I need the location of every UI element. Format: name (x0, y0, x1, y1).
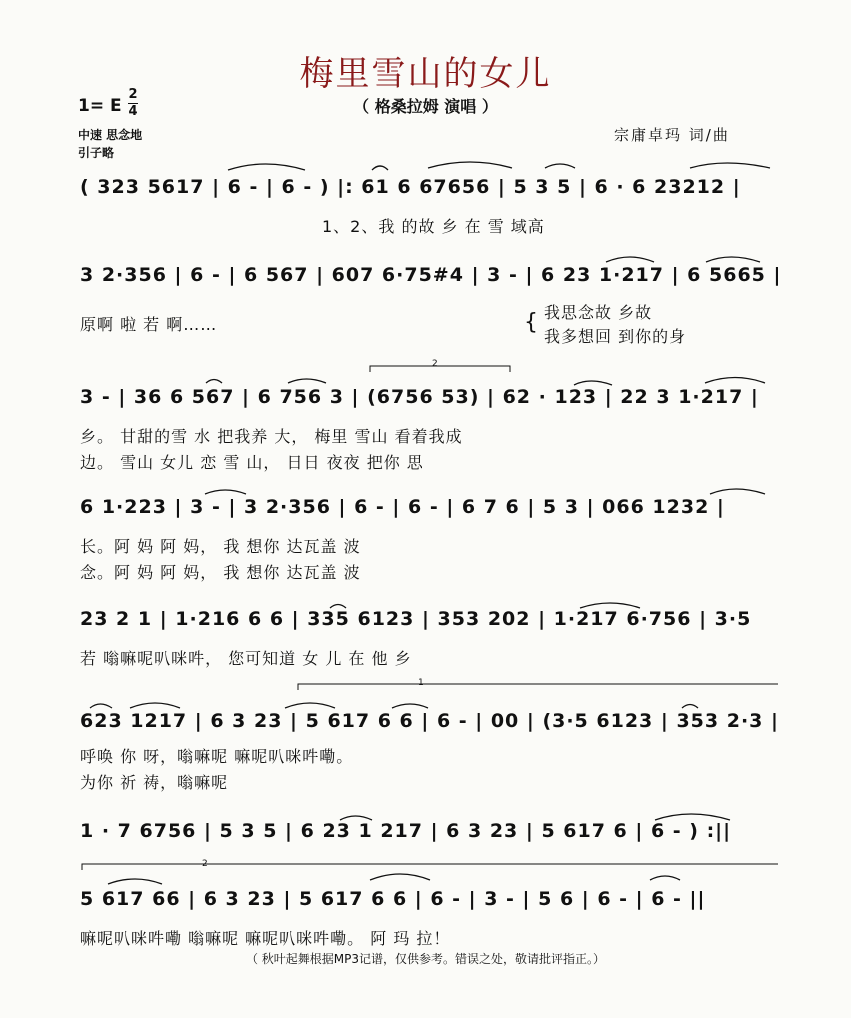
performer-subtitle: （ 格桑拉姆 演唱 ） (353, 97, 498, 116)
volta-1-label: 1 (418, 678, 424, 688)
score-line-8: 5 617 66 | 6 3 23 | 5 617 6 6 | 6 - | 3 - | 5 6 | 6 - | 6 - || (80, 888, 706, 910)
lyric-line-6-verse-1: 呼唤 你 呀，嗡嘛呢 嘛呢叭咪吽嘞。 (80, 747, 354, 766)
score-line-1: ( 323 5617 | 6 - | 6 - ) |: 61 6 67656 | 5 3 5 | 6 · 6 23212 | (80, 176, 741, 198)
lyric-line-8: 嘛呢叭咪吽嘞 嗡嘛呢 嘛呢叭咪吽嘞。 阿 玛 拉！ (80, 929, 451, 948)
tempo-marking: 中速 思念地 (78, 128, 143, 142)
lyric-line-3-verse-2: 边。 雪山 女儿 恋 雪 山， 日日 夜夜 把你 思 (80, 453, 424, 472)
time-signature-bottom: 4 (128, 104, 138, 119)
lyric-line-2-verse-2: 我多想回 到你的身 (544, 327, 687, 346)
lyric-line-3-verse-1: 乡。 甘甜的雪 水 把我养 大， 梅里 雪山 看着我成 (80, 427, 463, 446)
lyric-line-2-verse-1: 我思念故 乡故 (544, 303, 653, 322)
lyric-line-5: 若 嗡嘛呢叭咪吽， 您可知道 女 儿 在 他 乡 (80, 649, 412, 668)
score-line-7: 1 · 7 6756 | 5 3 5 | 6 23 1 217 | 6 3 23 | 5 617 6 | 6 - ) :|| (80, 820, 732, 842)
lyric-line-4-verse-2: 念。阿 妈 阿 妈， 我 想你 达瓦盖 波 (80, 563, 361, 582)
score-line-5: 23 2 1 | 1·216 6 6 | 335 6123 | 353 202 | 1·217 6·756 | 3·5 (80, 608, 752, 630)
score-line-4: 6 1·223 | 3 - | 3 2·356 | 6 - | 6 - | 6 7 6 | 5 3 | 066 1232 | (80, 496, 725, 518)
key-signature: 1= E (78, 96, 122, 116)
time-signature-top: 2 (128, 87, 138, 102)
lyric-line-6-verse-2: 为你 祈 祷，嗡嘛呢 (80, 773, 229, 792)
score-line-6: 623 1217 | 6 3 23 | 5 617 6 6 | 6 - | 00 | (3·5 6123 | 353 2·3 | (80, 710, 779, 732)
volta-2-label: 2 (432, 359, 438, 369)
author-credit: 宗庸卓玛 词/曲 (614, 126, 730, 144)
lyric-line-1: 1、2、我 的故 乡 在 雪 域高 (322, 217, 545, 236)
score-line-2: 3 2·356 | 6 - | 6 567 | 607 6·75#4 | 3 - | 6 23 1·217 | 6 5665 | (80, 264, 782, 286)
score-line-3: 3 - | 36 6 567 | 6 756 3 | (6756 53) | 62 · 123 | 22 3 1·217 | (80, 386, 759, 408)
intro-note: 引子略 (78, 146, 115, 160)
lyric-line-2: 原啊 啦 若 啊…… (80, 315, 218, 334)
lyric-line-4-verse-1: 长。阿 妈 阿 妈， 我 想你 达瓦盖 波 (80, 537, 361, 556)
verse-brace: { (524, 310, 539, 335)
transcription-note: （ 秋叶起舞根据MP3记谱，仅供参考。错误之处，敬请批评指正。） (245, 952, 606, 966)
song-title: 梅里雪山的女儿 (299, 54, 552, 94)
volta-2b-label: 2 (202, 859, 208, 869)
